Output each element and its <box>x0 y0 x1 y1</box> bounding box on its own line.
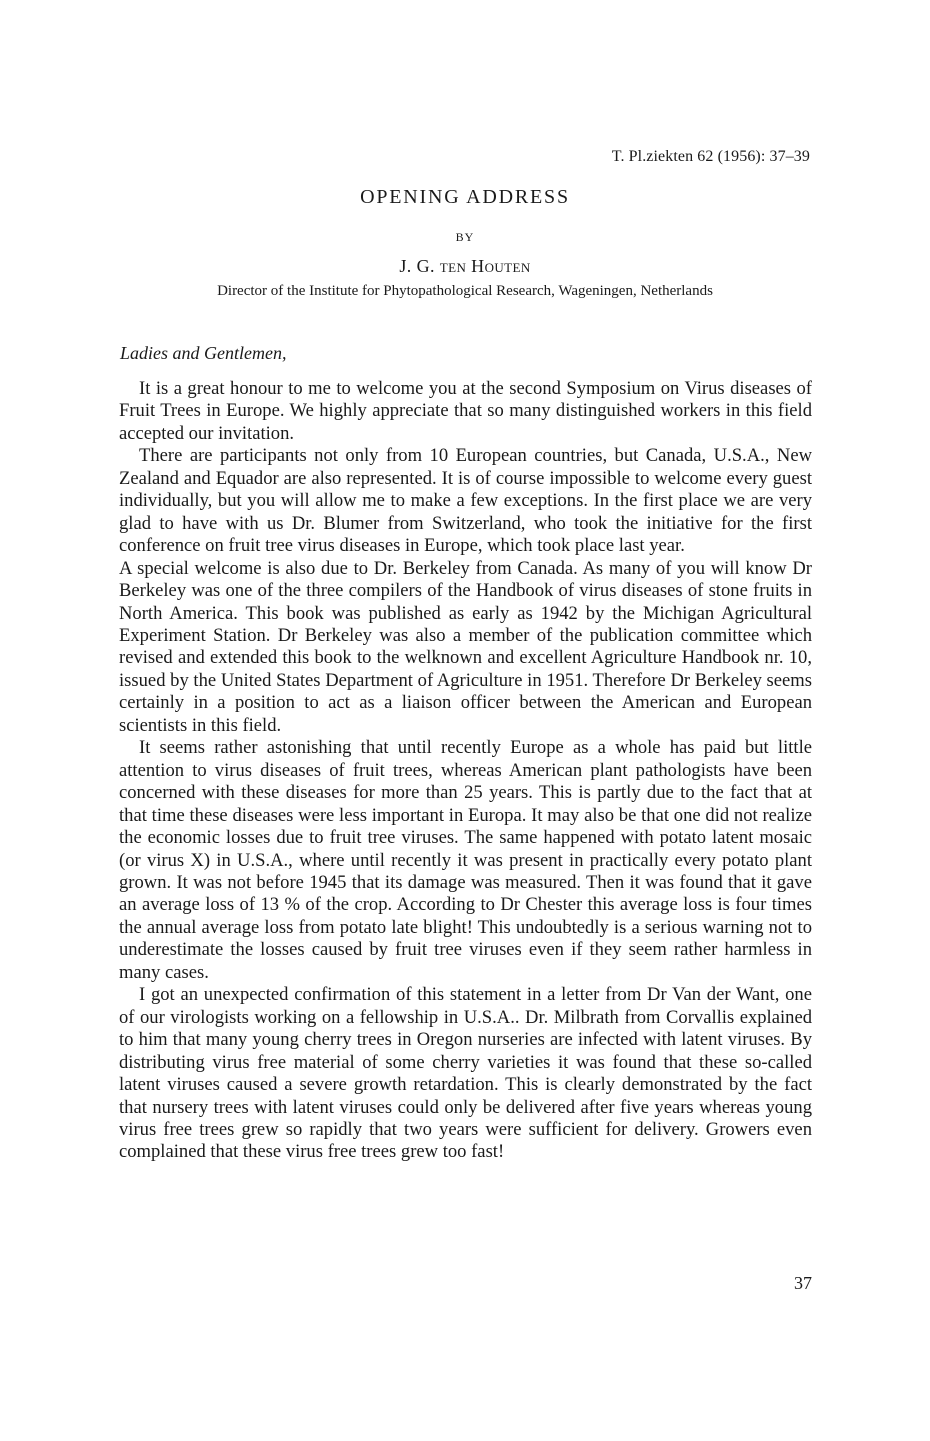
journal-citation: T. Pl.ziekten 62 (1956): 37–39 <box>611 148 810 165</box>
author-surname: Houten <box>471 256 531 276</box>
paragraph: A special welcome is also due to Dr. Berkeley from Canada. As many of you will know Dr Berkeley was one of the three compilers of the Handbook of virus diseases of stone fruits in North America. This book was published as early as 1942 by the Michigan Agricultural Experiment Station. Dr Berkeley was also a member of the publication committee which revised and extended this book to the welknown and excellent Agriculture Handbook nr. 10, issued by the United States Department of Agriculture in 1951. Therefore Dr Berkeley seems certainly in a position to act as a liaison officer between the American and European scientists in this field. <box>119 557 812 736</box>
author-initials: J. G. <box>399 256 435 276</box>
body-text <box>119 378 812 1164</box>
paragraph: There are participants not only from 10 European countries, but Canada, U.S.A., New Zealand and Equador are also represented. It is of course impossible to welcome every guest individually, but you will allow me to make a few exceptions. In the first place we are very glad to have with us Dr. Blumer from Switzerland, who took the initiative for the first conference on fruit tree virus diseases in Europe, which took place last year. <box>119 445 812 557</box>
page-number: 37 <box>794 1273 812 1293</box>
paragraph: I got an unexpected confirmation of this statement in a letter from Dr Van der Want, one of our virologists working on a fellowship in U.S.A.. Dr. Milbrath from Corvallis explained to him that many young cherry trees in Oregon nurseries are infected with latent viruses. By distributing virus free material of some cherry varieties it was found that these so-called latent viruses caused a severe growth retardation. This is clearly demonstrated by the fact that nursery trees with latent viruses could only be delivered after five years whereas young virus free trees grew so rapidly that two years were sufficient for delivery. Growers even complained that these virus free trees grew too fast! <box>119 984 812 1163</box>
paragraph: It is a great honour to me to welcome you at the second Symposium on Virus diseases of Fruit Trees in Europe. We highly appreciate that so many distinguished workers in this field accepted our invitation. <box>119 378 812 444</box>
author-affiliation: Director of the Institute for Phytopathological Research, Wageningen, Netherlands <box>217 283 713 299</box>
page-title: OPENING ADDRESS <box>360 186 570 208</box>
salutation: Ladies and Gentlemen, <box>120 343 287 363</box>
author-name <box>0 256 930 277</box>
byline-label: BY <box>455 230 475 244</box>
author-name-particle: ten <box>439 256 467 276</box>
paragraph: It seems rather astonishing that until recently Europe as a whole has paid but little attention to virus diseases of fruit trees, whereas American plant pathologists have been concerned with these diseases for more than 25 years. This is partly due to the fact that at that time these diseases were less important in Europa. It may also be that one did not realize the economic losses due to fruit tree viruses. The same happened with potato latent mosaic (or virus X) in U.S.A., where until recently it was present in practically every potato plant grown. It was not before 1945 that its damage was measured. Then it was found that it gave an average loss of 13 % of the crop. According to Dr Chester this average loss is four times the annual average loss from potato late blight! This undoubtedly is a serious warning not to underestimate the losses caused by fruit tree viruses even if they seem rather harmless in many cases. <box>119 737 812 983</box>
